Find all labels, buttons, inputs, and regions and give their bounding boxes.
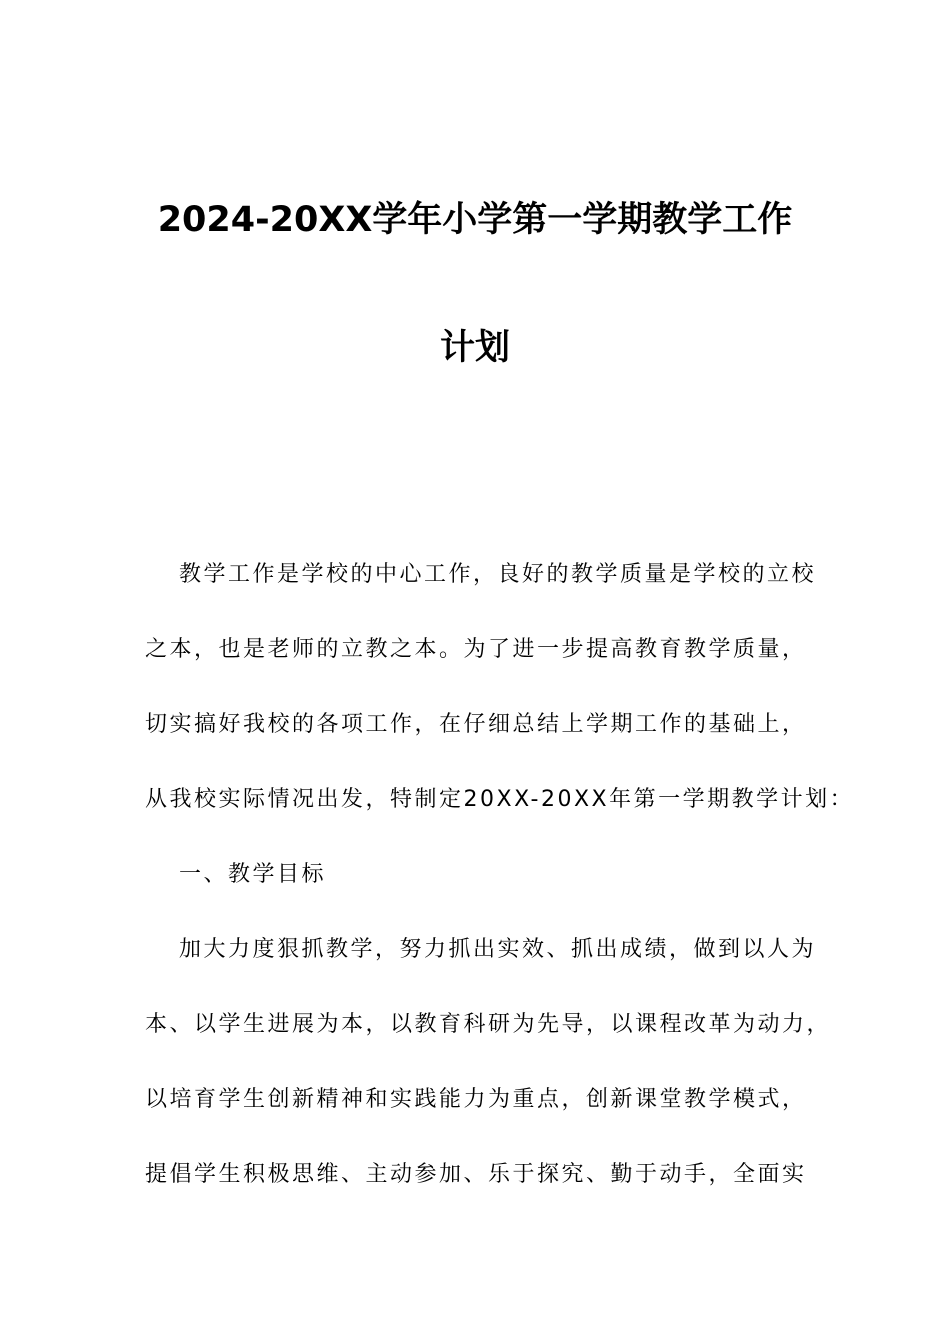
paragraph-1-line-2: 之本，也是老师的立教之本。为了进一步提高教育教学质量，: [145, 637, 807, 662]
paragraph-2-line-4: 提倡学生积极思维、主动参加、乐于探究、勤于动手，全面实: [145, 1162, 807, 1187]
document-title-line-1: 2024-20XX学年小学第一学期教学工作: [157, 200, 793, 240]
paragraph-2-line-2: 本、以学生进展为本，以教育科研为先导，以课程改革为动力，: [145, 1012, 832, 1037]
paragraph-1-line-1: 教学工作是学校的中心工作，良好的教学质量是学校的立校: [179, 562, 817, 587]
document-title-line-2: 计划: [439, 328, 510, 368]
paragraph-2-line-1: 加大力度狠抓教学，努力抓出实效、抓出成绩，做到以人为: [179, 937, 817, 962]
paragraph-1-line-3: 切实搞好我校的各项工作，在仔细总结上学期工作的基础上，: [145, 712, 807, 737]
paragraph-2-line-3: 以培育学生创新精神和实践能力为重点，创新课堂教学模式，: [145, 1087, 807, 1112]
paragraph-1-line-4: 从我校实际情况出发，特制定20XX-20XX年第一学期教学计划：: [145, 787, 855, 812]
section-heading-teaching-goals: 一、教学目标: [179, 862, 327, 887]
